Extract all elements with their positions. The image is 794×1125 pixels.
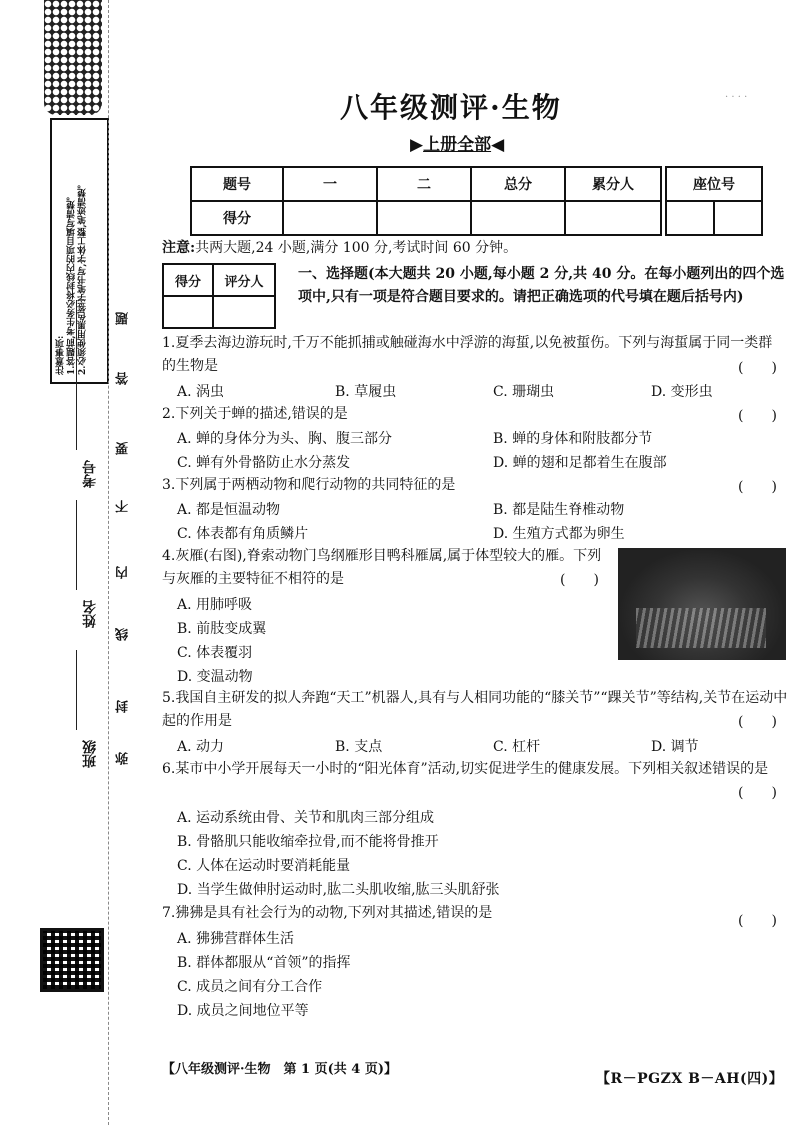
score-header-2: 二	[377, 167, 471, 201]
section-heading: 一、选择题(本大题共 20 小题,每小题 2 分,共 40 分。在每小题列出的四个选项中,只有一项是符合题目要求的。请把正确选项的代号填在题后括号内)	[298, 266, 785, 305]
question-7-option-a[interactable]: A. 狒狒营群体生活	[177, 931, 295, 947]
seal-char-1: 弥	[116, 752, 131, 765]
question-4-option-a[interactable]: A. 用肺呼吸	[177, 597, 253, 613]
question-4-option-d[interactable]: D. 变温动物	[177, 669, 253, 685]
arrow-right-icon: ▶	[410, 135, 424, 155]
punch-holes	[44, 0, 102, 115]
question-7-option-d[interactable]: D. 成员之间地位平等	[177, 1003, 309, 1019]
page-footer: 【八年级测评·生物 第 1 页(共 4 页)】	[162, 1062, 398, 1077]
corner-marks: · · · ·	[725, 92, 748, 103]
seal-char-8: 题	[116, 312, 131, 325]
question-7-option-b[interactable]: B. 群体都服从“首领”的指挥	[177, 955, 351, 971]
grader-score-cell[interactable]	[163, 296, 213, 328]
arrow-left-icon: ◀	[491, 135, 505, 155]
seat-cell-2[interactable]	[714, 201, 762, 235]
question-6-option-d[interactable]: D. 当学生做伸肘运动时,肱二头肌收缩,肱三头肌舒张	[177, 882, 500, 898]
score-header-1: 一	[283, 167, 377, 201]
seat-cell-1[interactable]	[666, 201, 714, 235]
question-6-option-a[interactable]: A. 运动系统由骨、关节和肌肉三部分组成	[177, 810, 435, 826]
score-header-tally: 累分人	[565, 167, 661, 201]
question-1-stem: 1.夏季去海边游玩时,千万不能抓捕或触碰海水中浮游的海蜇,以免被蜇伤。下列与海蜇属于同一类群的生物是	[162, 335, 773, 374]
seal-char-3: 线	[116, 628, 131, 641]
score-cell-total[interactable]	[471, 201, 565, 235]
question-5-option-b[interactable]: B. 支点	[335, 739, 383, 755]
question-1-option-d[interactable]: D. 变形虫	[651, 384, 713, 400]
question-2-option-d[interactable]: D. 蝉的翅和足都着生在腹部	[493, 455, 667, 471]
question-2-option-a[interactable]: A. 蝉的身体分为头、胸、腹三部分	[177, 431, 393, 447]
question-4-stem: 4.灰雁(右图),脊索动物门鸟纲雁形目鸭科雁属,属于体型较大的雁。下列与灰雁的主要特征不相符的是	[162, 548, 602, 587]
class-label: 班级	[82, 740, 98, 768]
question-2-option-b[interactable]: B. 蝉的身体和附肢都分节	[493, 431, 653, 447]
score-header-no: 题号	[191, 167, 283, 201]
question-5-option-c[interactable]: C. 杠杆	[493, 739, 541, 755]
seat-label: 座位号	[666, 167, 762, 201]
exam-no-label: 考号	[82, 460, 98, 488]
exam-notice-label: 注意:	[162, 240, 196, 256]
question-4-option-c[interactable]: C. 体表覆羽	[177, 645, 253, 661]
seal-char-6: 要	[116, 442, 131, 455]
exam-notice	[162, 237, 517, 257]
exam-no-field[interactable]	[76, 300, 77, 450]
question-6-option-b[interactable]: B. 骨骼肌只能收缩牵拉骨,而不能将骨推开	[177, 834, 439, 850]
page-title: 八年级测评·生物	[340, 91, 562, 124]
seal-line	[108, 0, 109, 1125]
question-7-option-c[interactable]: C. 成员之间有分工合作	[177, 979, 323, 995]
grader-name-label: 评分人	[213, 264, 275, 296]
seal-char-4: 内	[116, 566, 131, 579]
question-4-answer[interactable]: ( )	[560, 572, 599, 588]
notice-title: 注意事项:	[56, 335, 66, 375]
qr-code-icon[interactable]	[40, 928, 104, 992]
question-2-answer[interactable]: ( )	[738, 408, 777, 424]
question-1-option-b[interactable]: B. 草履虫	[335, 384, 397, 400]
name-field[interactable]	[76, 500, 77, 590]
subtitle-text: 上册全部	[423, 135, 492, 155]
question-5-option-d[interactable]: D. 调节	[651, 739, 699, 755]
binding-margin	[0, 0, 150, 1125]
question-7-answer[interactable]: ( )	[738, 913, 777, 929]
class-field[interactable]	[76, 650, 77, 730]
score-row-label: 得分	[191, 201, 283, 235]
grey-goose-photo	[618, 548, 786, 660]
notice-item-1: 1.答题前,考生务必将封线内的项目填写清楚。	[67, 191, 77, 375]
name-label: 姓名	[82, 600, 98, 628]
question-3-option-c[interactable]: C. 体表都有角质鳞片	[177, 526, 309, 542]
question-3-option-d[interactable]: D. 生殖方式都为卵生	[493, 526, 625, 542]
notice-text	[56, 125, 89, 375]
subtitle	[410, 130, 504, 155]
score-header-total: 总分	[471, 167, 565, 201]
score-cell-1[interactable]	[283, 201, 377, 235]
score-cell-2[interactable]	[377, 201, 471, 235]
question-1-option-a[interactable]: A. 涡虫	[177, 384, 225, 400]
question-5-option-a[interactable]: A. 动力	[177, 739, 225, 755]
grader-name-cell[interactable]	[213, 296, 275, 328]
question-3-option-b[interactable]: B. 都是陆生脊椎动物	[493, 502, 625, 518]
question-3-stem: 3.下列属于两栖动物和爬行动物的共同特征的是	[162, 477, 456, 493]
grader-table	[162, 263, 276, 329]
exam-code: 【R－PGZX B－AH(四)】	[596, 1071, 784, 1087]
question-2-option-c[interactable]: C. 蝉有外骨骼防止水分蒸发	[177, 455, 351, 471]
notice-item-2: 2.必须使用黑色签字笔书写,字体工整,笔迹清楚。	[78, 179, 88, 375]
question-5-stem: 5.我国自主研发的拟人奔跑“天工”机器人,具有与人相同功能的“膝关节”“踝关节”等结构,关节在运动中起的作用是	[162, 690, 788, 729]
question-1-option-c[interactable]: C. 珊瑚虫	[493, 384, 555, 400]
seal-char-7: 答	[116, 372, 131, 385]
question-3-answer[interactable]: ( )	[738, 479, 777, 495]
score-table	[190, 166, 662, 236]
question-4-option-b[interactable]: B. 前肢变成翼	[177, 621, 267, 637]
grader-score-label: 得分	[163, 264, 213, 296]
question-2-stem: 2.下列关于蝉的描述,错误的是	[162, 406, 348, 422]
question-6-answer[interactable]: ( )	[738, 785, 777, 801]
exam-notice-text: 共两大题,24 小题,满分 100 分,考试时间 60 分钟。	[195, 240, 518, 256]
question-6-stem: 6.某市中小学开展每天一小时的“阳光体育”活动,切实促进学生的健康发展。下列相关叙述错误的是	[162, 761, 769, 777]
seal-char-2: 封	[116, 700, 131, 713]
score-cell-tally[interactable]	[565, 201, 661, 235]
question-5-answer[interactable]: ( )	[738, 714, 777, 730]
question-1-answer[interactable]: ( )	[738, 360, 777, 376]
seal-char-5: 不	[116, 500, 131, 513]
question-7-stem: 7.狒狒是具有社会行为的动物,下列对其描述,错误的是	[162, 905, 493, 921]
question-3-option-a[interactable]: A. 都是恒温动物	[177, 502, 281, 518]
seat-table	[665, 166, 763, 236]
question-6-option-c[interactable]: C. 人体在运动时要消耗能量	[177, 858, 351, 874]
